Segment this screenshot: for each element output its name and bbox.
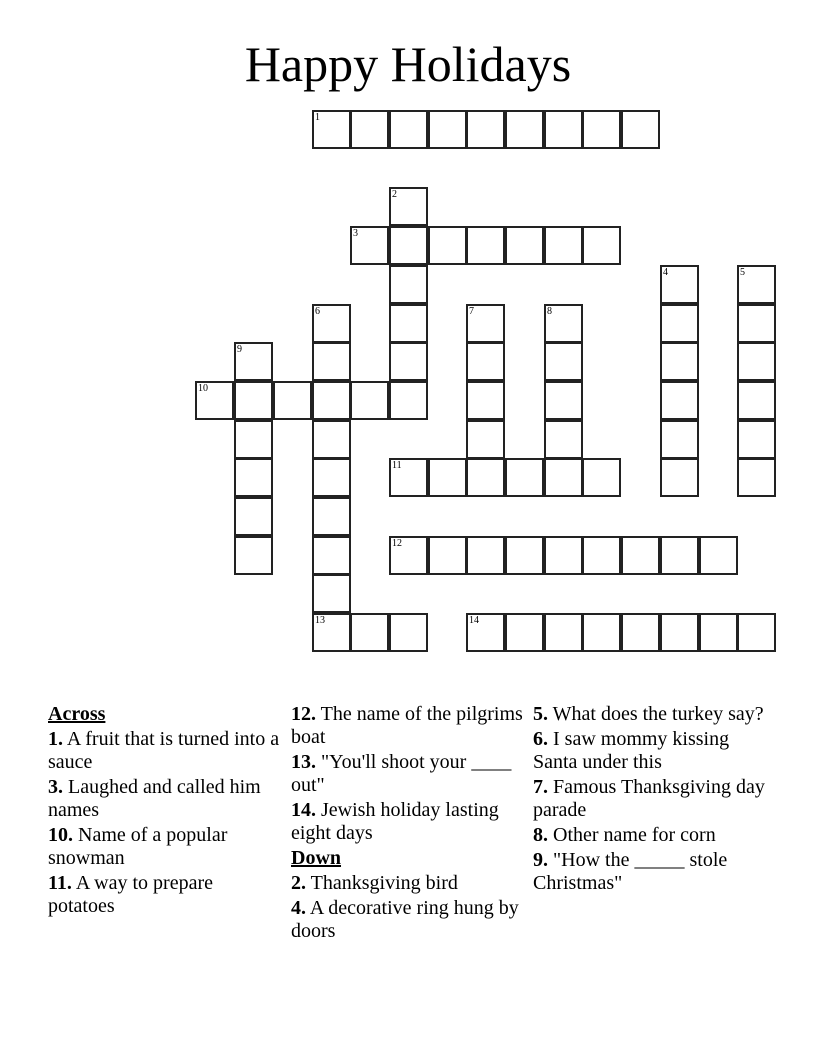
clue-number: 14. — [291, 799, 316, 821]
grid-cell[interactable] — [428, 226, 467, 265]
grid-cell[interactable] — [234, 381, 273, 420]
grid-cell[interactable] — [505, 226, 544, 265]
clue-across-3 — [48, 776, 284, 822]
grid-cell[interactable] — [312, 420, 351, 459]
clue-number: 5. — [533, 703, 548, 725]
grid-cell[interactable] — [737, 304, 776, 343]
grid-cell[interactable] — [466, 110, 505, 149]
grid-cell[interactable] — [466, 458, 505, 497]
clue-down-5 — [533, 703, 773, 726]
clue-across-10 — [48, 824, 284, 870]
clue-number: 9. — [533, 849, 548, 871]
clue-across-14 — [291, 799, 527, 845]
grid-cell[interactable] — [544, 613, 583, 652]
cell-number: 2 — [392, 189, 397, 200]
grid-cell[interactable] — [737, 458, 776, 497]
grid-cell[interactable] — [312, 613, 351, 652]
clue-text: Laughed and called him names — [48, 776, 261, 821]
grid-cell[interactable] — [389, 342, 428, 381]
clue-number: 12. — [291, 703, 316, 725]
cell-number: 10 — [198, 383, 208, 394]
grid-cell[interactable] — [582, 458, 621, 497]
clue-down-8 — [533, 824, 773, 847]
grid-cell[interactable] — [660, 304, 699, 343]
grid-cell[interactable] — [505, 613, 544, 652]
grid-cell[interactable] — [660, 381, 699, 420]
grid-cell[interactable] — [660, 536, 699, 575]
grid-cell[interactable] — [544, 536, 583, 575]
grid-cell[interactable] — [582, 226, 621, 265]
grid-cell[interactable] — [350, 381, 389, 420]
clue-text: A fruit that is turned into a sauce — [48, 728, 280, 773]
grid-cell[interactable] — [312, 110, 351, 149]
clue-text: Famous Thanksgiving day parade — [533, 776, 765, 821]
grid-cell[interactable] — [350, 110, 389, 149]
grid-cell[interactable] — [350, 613, 389, 652]
clue-text: "You'll shoot your ____ out" — [291, 751, 512, 796]
grid-cell[interactable] — [544, 381, 583, 420]
grid-cell[interactable] — [312, 381, 351, 420]
clue-text: Name of a popular snowman — [48, 824, 228, 869]
grid-cell[interactable] — [389, 613, 428, 652]
clue-text: Other name for corn — [553, 824, 716, 846]
grid-cell[interactable] — [544, 304, 583, 343]
grid-cell[interactable] — [234, 458, 273, 497]
grid-cell[interactable] — [699, 536, 738, 575]
grid-cell[interactable] — [312, 458, 351, 497]
cell-number: 3 — [353, 228, 358, 239]
grid-cell[interactable] — [389, 110, 428, 149]
grid-cell[interactable] — [544, 342, 583, 381]
grid-cell[interactable] — [389, 536, 428, 575]
clue-column-1 — [48, 703, 284, 920]
grid-cell[interactable] — [660, 342, 699, 381]
clue-text: A way to prepare potatoes — [48, 872, 213, 917]
cell-number: 9 — [237, 344, 242, 355]
clue-text: I saw mommy kissing Santa under this — [533, 728, 730, 773]
clue-number: 2. — [291, 872, 306, 894]
clue-down-4 — [291, 897, 527, 943]
grid-cell[interactable] — [350, 226, 389, 265]
grid-cell[interactable] — [312, 304, 351, 343]
grid-cell[interactable] — [195, 381, 234, 420]
cell-number: 5 — [740, 267, 745, 278]
cell-number: 14 — [469, 615, 479, 626]
clue-number: 8. — [533, 824, 548, 846]
grid-cell[interactable] — [466, 613, 505, 652]
grid-cell[interactable] — [505, 536, 544, 575]
clue-number: 6. — [533, 728, 548, 750]
grid-cell[interactable] — [660, 265, 699, 304]
clue-column-3 — [533, 703, 773, 897]
grid-cell[interactable] — [737, 265, 776, 304]
puzzle-title: Happy Holidays — [244, 36, 572, 92]
clue-down-7 — [533, 776, 773, 822]
clue-across-11 — [48, 872, 284, 918]
cell-number: 13 — [315, 615, 325, 626]
cell-number: 7 — [469, 306, 474, 317]
clue-text: Thanksgiving bird — [310, 872, 458, 894]
grid-cell[interactable] — [466, 342, 505, 381]
grid-cell[interactable] — [389, 304, 428, 343]
grid-cell[interactable] — [582, 110, 621, 149]
grid-cell[interactable] — [505, 458, 544, 497]
clue-down-9 — [533, 849, 773, 895]
grid-cell[interactable] — [660, 613, 699, 652]
grid-cell[interactable] — [428, 110, 467, 149]
grid-cell[interactable] — [428, 458, 467, 497]
grid-cell[interactable] — [582, 613, 621, 652]
cell-number: 11 — [392, 460, 402, 471]
grid-cell[interactable] — [582, 536, 621, 575]
clue-number: 10. — [48, 824, 73, 846]
cell-number: 12 — [392, 538, 402, 549]
clue-text: The name of the pilgrims boat — [291, 703, 523, 748]
grid-cell[interactable] — [621, 613, 660, 652]
grid-cell[interactable] — [234, 497, 273, 536]
clue-text: Jewish holiday lasting eight days — [291, 799, 499, 844]
clue-text: What does the turkey say? — [552, 703, 764, 725]
cell-number: 4 — [663, 267, 668, 278]
grid-cell[interactable] — [273, 381, 312, 420]
grid-cell[interactable] — [389, 381, 428, 420]
grid-cell[interactable] — [234, 420, 273, 459]
clue-down-2 — [291, 872, 527, 895]
grid-cell[interactable] — [699, 613, 738, 652]
grid-cell[interactable] — [466, 420, 505, 459]
grid-cell[interactable] — [312, 536, 351, 575]
grid-cell[interactable] — [466, 226, 505, 265]
grid-cell[interactable] — [466, 536, 505, 575]
grid-cell[interactable] — [466, 304, 505, 343]
clue-text: "How the _____ stole Christmas" — [533, 849, 728, 894]
clue-number: 7. — [533, 776, 548, 798]
grid-cell[interactable] — [544, 226, 583, 265]
across-heading: Across — [48, 703, 106, 725]
cell-number: 6 — [315, 306, 320, 317]
grid-cell[interactable] — [466, 381, 505, 420]
clue-number: 11. — [48, 872, 72, 894]
grid-cell[interactable] — [737, 381, 776, 420]
grid-cell[interactable] — [234, 536, 273, 575]
grid-cell[interactable] — [428, 536, 467, 575]
grid-cell[interactable] — [544, 420, 583, 459]
grid-cell[interactable] — [544, 110, 583, 149]
grid-cell[interactable] — [312, 574, 351, 613]
clue-across-1 — [48, 728, 284, 774]
grid-cell[interactable] — [389, 458, 428, 497]
grid-cell[interactable] — [660, 458, 699, 497]
down-heading: Down — [291, 847, 342, 869]
grid-cell[interactable] — [505, 110, 544, 149]
grid-cell[interactable] — [660, 420, 699, 459]
cell-number: 8 — [547, 306, 552, 317]
clue-text: A decorative ring hung by doors — [291, 897, 519, 942]
grid-cell[interactable] — [234, 342, 273, 381]
grid-cell[interactable] — [389, 226, 428, 265]
clue-across-12 — [291, 703, 527, 749]
grid-cell[interactable] — [389, 265, 428, 304]
grid-cell[interactable] — [737, 420, 776, 459]
grid-cell[interactable] — [544, 458, 583, 497]
clue-column-2 — [291, 703, 527, 945]
grid-cell[interactable] — [621, 110, 660, 149]
grid-cell[interactable] — [621, 536, 660, 575]
grid-cell[interactable] — [389, 187, 428, 226]
clue-down-6 — [533, 728, 773, 774]
grid-cell[interactable] — [312, 342, 351, 381]
grid-cell[interactable] — [737, 613, 776, 652]
clue-number: 13. — [291, 751, 316, 773]
cell-number: 1 — [315, 112, 320, 123]
clue-number: 3. — [48, 776, 63, 798]
grid-cell[interactable] — [312, 497, 351, 536]
grid-cell[interactable] — [737, 342, 776, 381]
clue-number: 1. — [48, 728, 63, 750]
clue-number: 4. — [291, 897, 306, 919]
clue-across-13 — [291, 751, 527, 797]
